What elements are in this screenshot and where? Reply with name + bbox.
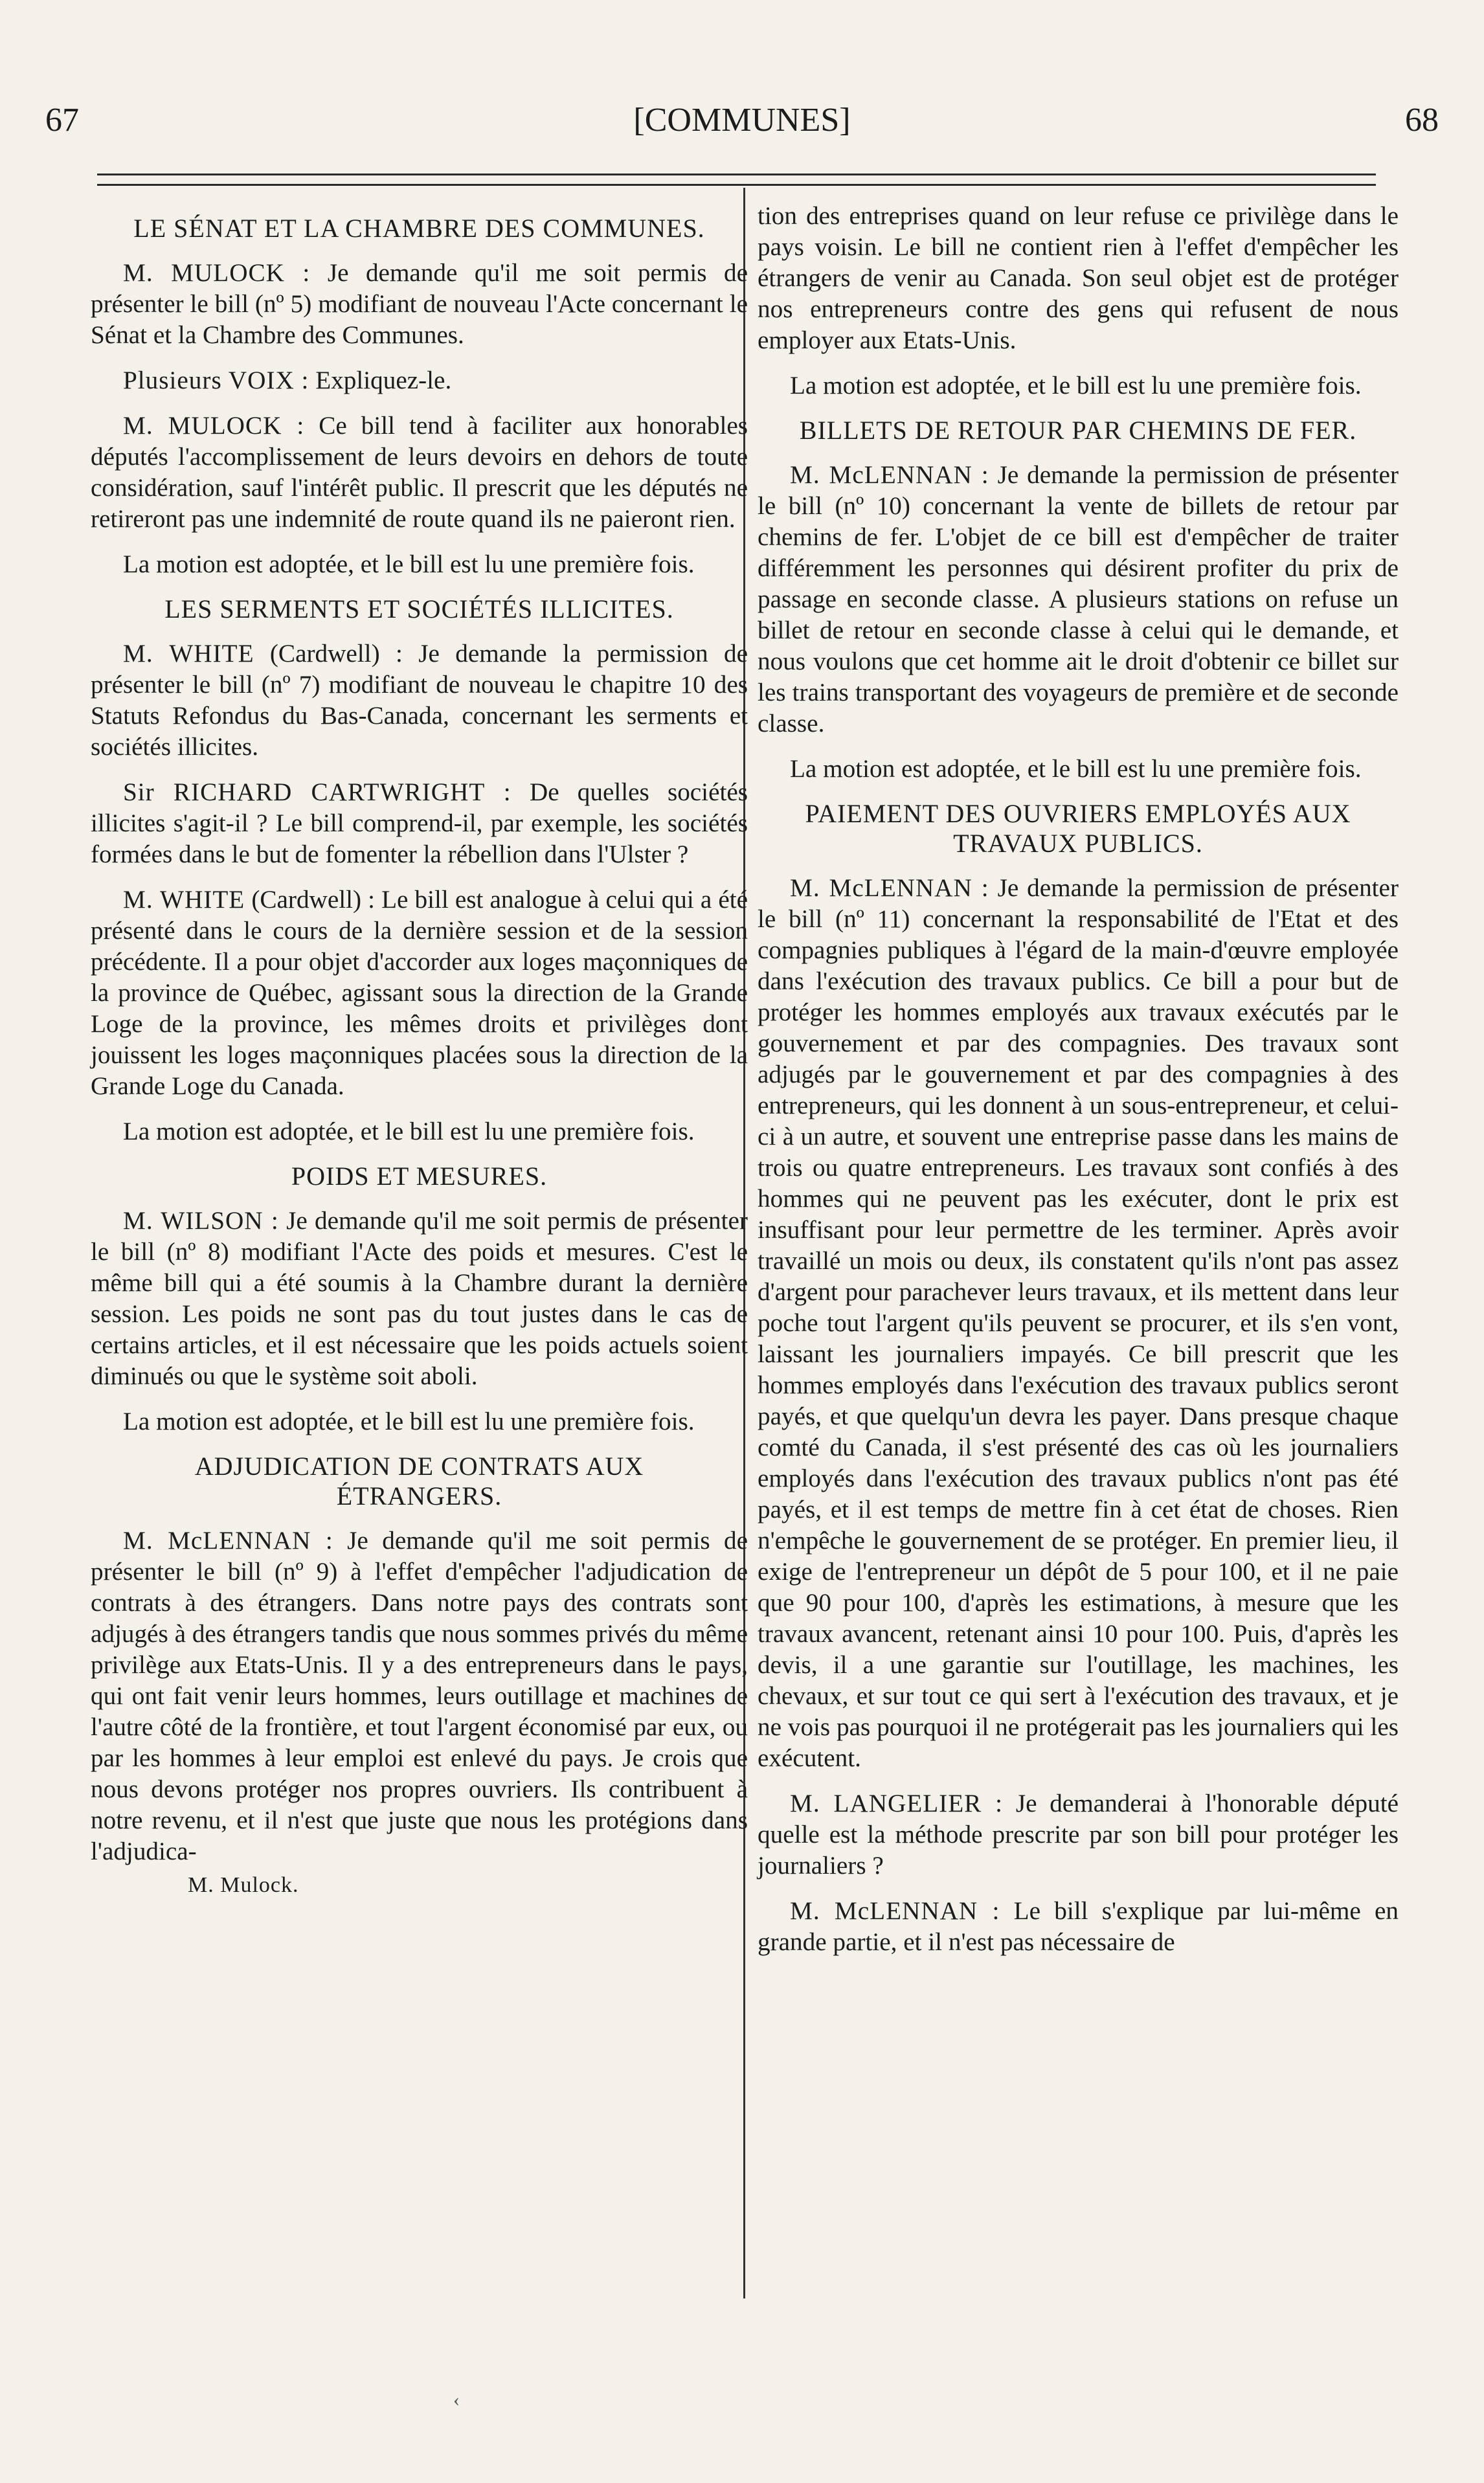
header-rule-top [97, 174, 1376, 175]
catchline: M. Mulock. [188, 1873, 299, 1897]
paragraph [91, 777, 748, 870]
section-title: POIDS ET MESURES. [291, 1162, 548, 1191]
paragraph-text: Ce bill tend à faciliter aux honorables députés l'accomplissement de leurs devoirs en dehors de toute considération, sauf l'intérêt public. Il prescrit que les députés ne retireront pas une indemnité de route quand ils ne paieront rien. [91, 412, 748, 533]
paragraph: tion des entreprises quand on leur refuse ce privilège dans le pays voisin. Le bill ne contient rien à l'effet d'empêcher les étrangers de venir au Canada. Son seul objet est de protéger nos entrepreneurs contre des gens qui refusent de nous employer aux Etats-Unis. [758, 202, 1399, 354]
left-column [91, 201, 748, 1901]
speaker: M. McLENNAN : [790, 874, 989, 902]
speaker: M. MULOCK : [123, 259, 311, 287]
section-title: LE SÉNAT ET LA CHAMBRE DES COMMUNES. [133, 214, 705, 243]
header-rule-bottom [97, 184, 1376, 186]
paragraph-text: Je demande qu'il me soit permis de présenter le bill (nº 9) à l'effet d'empêcher l'adjudication de contrats à des étrangers. Dans notre pays des contrats sont adjugés à des étrangers tandis que nous sommes privés du même privilège aux Etats-Unis. Il y a des entrepreneurs dans le pays, qui ont fait venir leurs hommes, leurs outillage et machines de l'autre côté de la frontière, et tout l'argent économisé par eux, ou par les hommes à leur emploi est enlevé du pays. Je crois que nous devons protéger nos propres ouvriers. Ils contribuent à notre revenu, et il n'est que juste que nous les protégions dans l'adjudica- [91, 1527, 748, 1865]
paragraph-text: Je demande qu'il me soit permis de présenter le bill (nº 8) modifiant l'Acte des poids et mesures. C'est le même bill qui a été soumis à la Chambre durant la dernière session. Les poids ne sont pas du tout justes dans le cas de certains articles, et il est nécessaire que les poids actuels soient diminués ou que le système soit aboli. [91, 1207, 748, 1390]
paragraph-text: De quelles sociétés illicites s'agit-il ? Le bill comprend-il, par exemple, les sociétés formées dans le but de fomenter la rébellion dans l'Ulster ? [91, 778, 748, 868]
paragraph [91, 1206, 748, 1392]
paragraph-text: (Cardwell) : Le bill est analogue à celui qui a été présenté dans le cours de la dernière session et de la session précédente. Il a pour objet d'accorder aux loges maçonniques de la province de Québec, agissant sous la direction de la Grande Loge de la province, les mêmes droits et privilèges dont jouissent les loges maçonniques placées sous la direction de la Grande Loge du Canada. [91, 886, 748, 1100]
section-title: BILLETS DE RETOUR PAR CHEMINS DE FER. [799, 416, 1357, 445]
speaker: M. WHITE [123, 886, 245, 914]
page-header [45, 94, 1439, 146]
paragraph [758, 873, 1399, 1774]
paragraph [758, 1788, 1399, 1882]
paragraph [91, 1525, 748, 1867]
paragraph [91, 410, 748, 535]
paragraph-text: Le bill s'explique par lui-même en grande partie, et il n'est pas nécessaire de [758, 1897, 1399, 1956]
speaker: M. LANGELIER : [790, 1790, 1003, 1817]
speaker: M. McLENNAN : [790, 1897, 1000, 1925]
paragraph: La motion est adoptée, et le bill est lu une première fois. [790, 755, 1362, 783]
paragraph: La motion est adoptée, et le bill est lu une première fois. [123, 1408, 695, 1435]
right-column [758, 201, 1399, 1972]
paragraph: La motion est adoptée, et le bill est lu une première fois. [123, 1118, 695, 1145]
speaker: M. McLENNAN : [790, 461, 989, 489]
left-page-number: 67 [45, 101, 79, 139]
paragraph [91, 365, 748, 396]
paragraph [758, 1896, 1399, 1958]
paragraph [758, 460, 1399, 739]
paragraph-text: Je demande qu'il me soit permis de présenter le bill (nº 5) modifiant de nouveau l'Acte concernant le Sénat et la Chambre des Communes. [91, 259, 748, 349]
section-title: PAIEMENT DES OUVRIERS EMPLOYÉS AUX TRAVAUX PUBLICS. [805, 799, 1351, 858]
speaker: M. WHITE [123, 640, 254, 668]
paragraph-text: Je demande la permission de présenter le bill (nº 11) concernant la responsabilité de l'Etat et des compagnies publiques à l'égard de la main-d'œuvre employée dans l'exécution des travaux publics. Ce bill a pour but de protéger les hommes employés aux travaux exécutés par le gouvernement et par des compagnies. Des travaux sont adjugés par le gouvernement et par des compagnies à des entrepreneurs, qui les donnent à un sous-entrepreneur, et celui-ci à un autre, et souvent une entreprise passe dans les mains de trois ou quatre entrepreneurs. Les travaux sont confiés à des hommes qui ne peuvent pas les exécuter, dont le prix est insuffisant pour leur permettre de les terminer. Après avoir travaillé un mois ou deux, ils constatent qu'ils n'ont pas assez d'argent pour parachever leurs travaux, et ils mettent dans leur poche tout l'argent qu'ils peuvent se procurer, et ils s'en vont, laissant les journaliers impayés. Ce bill prescrit que les hommes employés dans l'exécution des travaux publics seront payés, et que quelqu'un devra les payer. Dans presque chaque comté du Canada, il s'est présenté des cas où les journaliers employés dans l'exécution des travaux publics n'ont pas été payés, et il est temps de mettre fin à cet état de choses. Rien n'empêche le gouvernement de se protéger. En premier lieu, il exige de l'entrepreneur un dépôt de 5 pour 100, et il ne paie que 90 pour 100, d'après les estimations, à mesure que les travaux avancent, retenant ainsi 10 pour 100. Puis, d'après les devis, il a une garantie sur l'outillage, les machines, les chevaux, et sur tout ce qui sert à l'exécution des travaux, et je ne vois pas pourquoi il ne protégerait pas les journaliers qui les exécutent. [758, 874, 1399, 1772]
paragraph-text: Je demande la permission de présenter le bill (nº 10) concernant la vente de billets de retour par chemins de fer. L'objet de ce bill est d'empêcher de traiter différemment les personnes qui désirent profiter du prix de passage en seconde classe. A plusieurs stations on refuse un billet de retour en seconde classe à celui qui le demande, et nous voulons que cet homme ait le droit d'obtenir ce billet sur les trains transportant des voyageurs de première et de seconde classe. [758, 461, 1399, 737]
speaker: M. MULOCK : [123, 412, 305, 440]
paragraph [91, 258, 748, 351]
speaker: Sir RICHARD CARTWRIGHT : [123, 778, 512, 806]
paragraph [91, 638, 748, 763]
section-title: LES SERMENTS ET SOCIÉTÉS ILLICITES. [164, 594, 674, 624]
speaker: M. McLENNAN : [123, 1527, 333, 1555]
paragraph-text: Expliquez-le. [315, 366, 452, 394]
running-title: [COMMUNES] [633, 101, 851, 139]
print-mark: ‹ [453, 2389, 460, 2410]
right-page-number: 68 [1404, 101, 1439, 139]
paragraph: La motion est adoptée, et le bill est lu une première fois. [123, 550, 695, 578]
speaker: Plusieurs VOIX : [123, 366, 309, 394]
paragraph [91, 884, 748, 1102]
paragraph-text: (Cardwell) : Je demande la permission de présenter le bill (nº 7) modifiant de nouveau le chapitre 10 des Statuts Refondus du Bas-Canada, concernant les serments et sociétés illicites. [91, 640, 748, 761]
paragraph-text: Je demanderai à l'honorable député quelle est la méthode prescrite par son bill pour protéger les journaliers ? [758, 1790, 1399, 1880]
section-title: ADJUDICATION DE CONTRATS AUX ÉTRANGERS. [194, 1452, 644, 1511]
paragraph: La motion est adoptée, et le bill est lu une première fois. [790, 372, 1362, 399]
speaker: M. WILSON : [123, 1207, 279, 1235]
